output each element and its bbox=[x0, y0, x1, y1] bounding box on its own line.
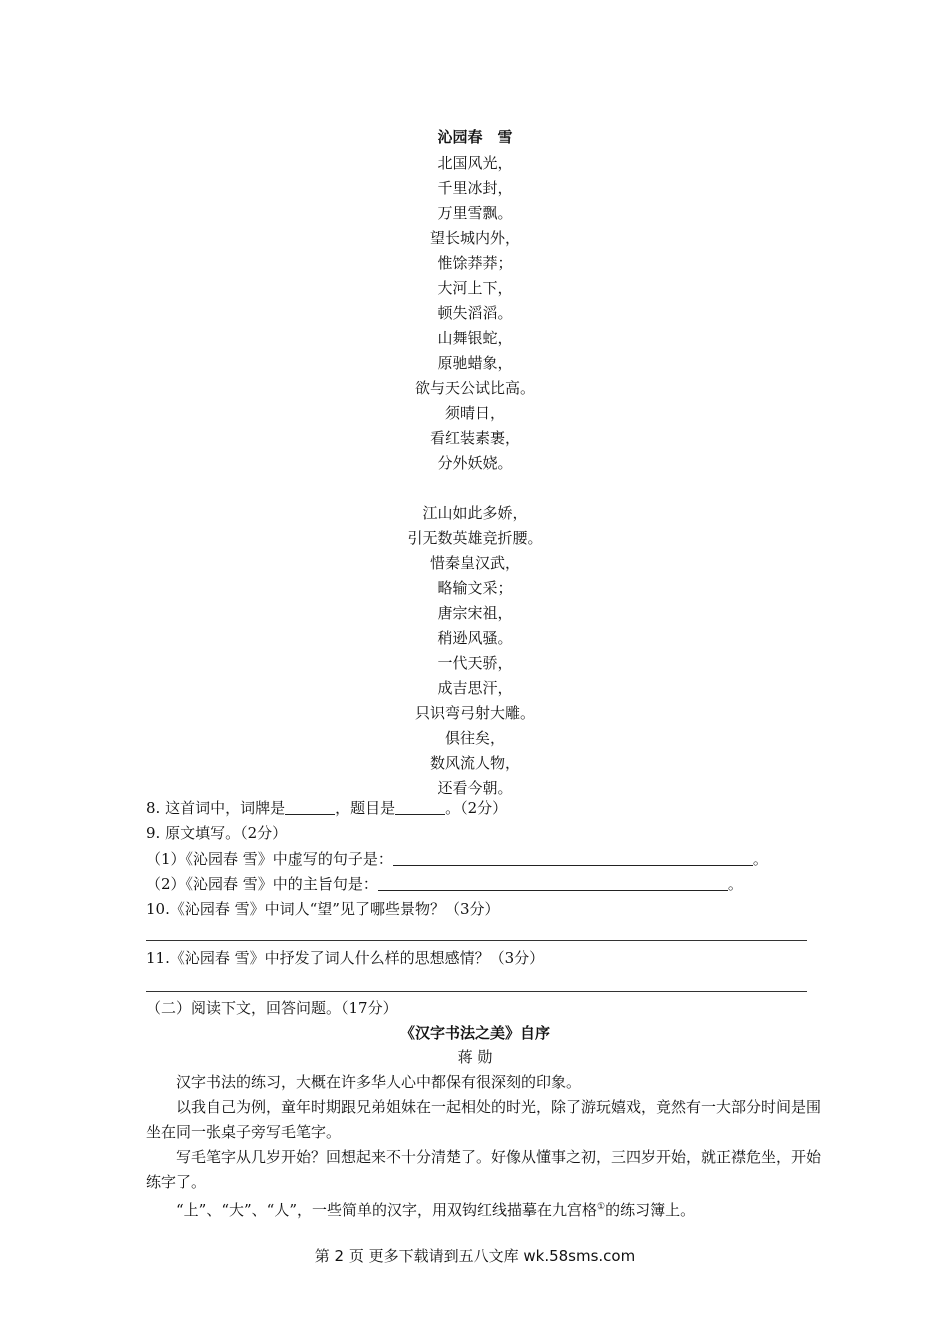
article-author: 蒋 勋 bbox=[457, 1048, 493, 1066]
poem-line: 还看今朝。 bbox=[437, 779, 513, 797]
section-2-heading: （二）阅读下文，回答问题。（17分） bbox=[146, 999, 398, 1017]
question-9: 9. 原文填写。（2分） bbox=[146, 824, 288, 842]
poem-title: 沁园春 雪 bbox=[437, 128, 513, 146]
answer-line-11[interactable] bbox=[146, 991, 807, 992]
answer-blank-9-2[interactable] bbox=[378, 876, 728, 891]
poem-line: 原驰蜡象， bbox=[437, 354, 513, 372]
poem-line: 大河上下， bbox=[437, 279, 513, 297]
poem-stanza-2 bbox=[0, 501, 950, 801]
poem-line: 欲与天公试比高。 bbox=[414, 379, 535, 397]
poem-body bbox=[0, 151, 950, 801]
poem-line: 万里雪飘。 bbox=[437, 204, 513, 222]
end-mark: 。 bbox=[752, 850, 768, 868]
poem-stanza-1 bbox=[0, 151, 950, 476]
article-paragraph: 写毛笔字从几岁开始？回想起来不十分清楚了。好像从懂事之初，三四岁开始，就正襟危坐，开始练字了。 bbox=[146, 1148, 822, 1191]
question-8-text: ，题目是 bbox=[335, 799, 396, 817]
article-body bbox=[146, 1070, 826, 1223]
paragraph-text: 的练习簿上。 bbox=[605, 1201, 696, 1219]
article-paragraph: 汉字书法的练习，大概在许多华人心中都保有很深刻的印象。 bbox=[176, 1073, 582, 1091]
answer-line-10[interactable] bbox=[146, 940, 807, 941]
article-paragraph: 以我自己为例，童年时期跟兄弟姐妹在一起相处的时光，除了游玩嬉戏，竟然有一大部分时间是围坐在同一张桌子旁写毛笔字。 bbox=[146, 1098, 822, 1141]
article-paragraph bbox=[146, 1195, 826, 1223]
poem-line: 山舞银蛇， bbox=[437, 329, 513, 347]
question-8-text: 。（2分） bbox=[445, 799, 508, 817]
poem-line: 俱往矣， bbox=[444, 729, 505, 747]
poem-line: 千里冰封， bbox=[437, 179, 513, 197]
poem-line: 成吉思汗， bbox=[437, 679, 513, 697]
poem-line: 须晴日， bbox=[444, 404, 505, 422]
question-9-2-text: （2）《沁园春 雪》中的主旨句是： bbox=[146, 875, 378, 893]
question-8 bbox=[146, 797, 507, 819]
poem-line: 分外妖娆。 bbox=[437, 454, 513, 472]
poem-line: 顿失滔滔。 bbox=[437, 304, 513, 322]
answer-blank-9-1[interactable] bbox=[393, 851, 753, 866]
footnote-marker[interactable]: ① bbox=[597, 1202, 606, 1212]
poem-line: 望长城内外， bbox=[429, 229, 520, 247]
question-8-text: 8. 这首词中，词牌是 bbox=[146, 799, 286, 817]
question-10: 10.《沁园春 雪》中词人“望”见了哪些景物？（3分） bbox=[146, 900, 500, 918]
poem-line: 引无数英雄竞折腰。 bbox=[407, 529, 543, 547]
question-9-1 bbox=[146, 848, 768, 870]
end-mark: 。 bbox=[727, 875, 743, 893]
article-title: 《汉字书法之美》自序 bbox=[399, 1024, 550, 1042]
poem-line: 惟馀莽莽； bbox=[437, 254, 513, 272]
poem-line: 一代天骄， bbox=[437, 654, 513, 672]
answer-blank-cipai[interactable] bbox=[285, 800, 335, 815]
poem-line: 略输文采； bbox=[437, 579, 513, 597]
poem-line: 唐宗宋祖， bbox=[437, 604, 513, 622]
question-11: 11.《沁园春 雪》中抒发了词人什么样的思想感情？（3分） bbox=[146, 949, 545, 967]
question-9-2 bbox=[146, 873, 743, 895]
poem-line: 只识弯弓射大雕。 bbox=[414, 704, 535, 722]
answer-blank-title[interactable] bbox=[395, 800, 445, 815]
poem-line: 北国风光， bbox=[437, 154, 513, 172]
poem-line: 惜秦皇汉武， bbox=[429, 554, 520, 572]
paragraph-text: “上”、“大”、“人”，一些简单的汉字，用双钩红线描摹在九宫格 bbox=[176, 1201, 598, 1219]
stanza-gap bbox=[0, 476, 950, 501]
poem-line: 稍逊风骚。 bbox=[437, 629, 513, 647]
poem-line: 看红装素裹， bbox=[429, 429, 520, 447]
poem-line: 江山如此多娇， bbox=[422, 504, 528, 522]
poem-line: 数风流人物， bbox=[429, 754, 520, 772]
page-footer: 第 2 页 更多下载请到五八文库 wk.58sms.com bbox=[314, 1247, 636, 1265]
question-9-1-text: （1）《沁园春 雪》中虚写的句子是： bbox=[146, 850, 393, 868]
